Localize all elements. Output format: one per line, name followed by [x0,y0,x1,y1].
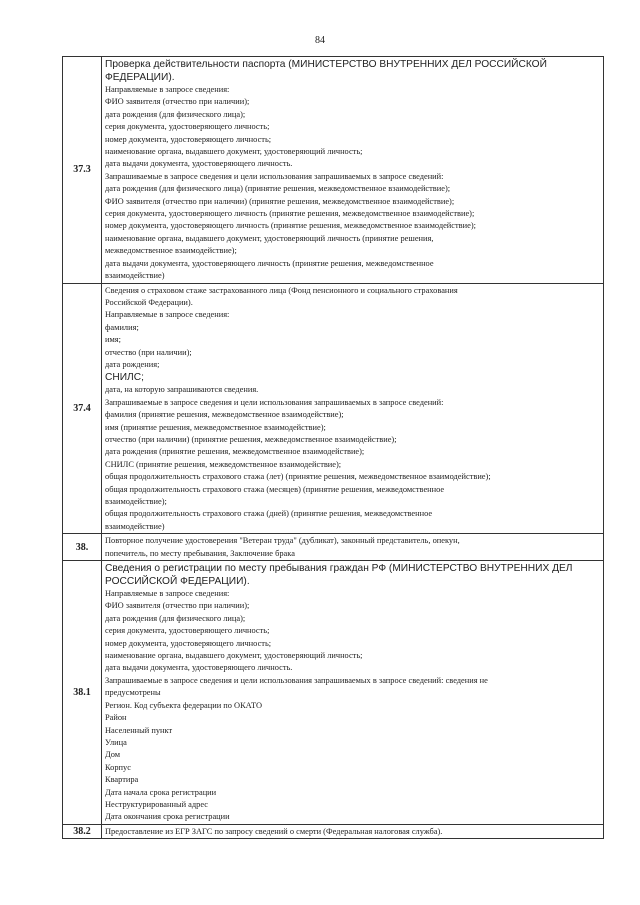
description-line: Район [105,713,127,723]
description-line: Запрашиваемые в запросе сведения и цели использования запрашиваемых в запросе сведений: [105,171,444,181]
description-line: серия документа, удостоверяющего личность; [105,626,270,636]
description-line: фамилия; [105,322,139,332]
description-line: дата, на которую запрашиваются сведения. [105,385,259,395]
row-description [102,824,604,838]
description-line: Сведения о регистрации по месту пребывания граждан РФ (МИНИСТЕРСТВО ВНУТРЕННИХ ДЕЛ [105,563,573,575]
table-row [63,534,604,561]
row-description [102,57,604,284]
description-line: Повторное получение удостоверения "Ветеран труда" (дубликат), законный представитель, опекун, [105,536,460,546]
description-line: предусмотрены [105,688,161,698]
description-line: Населенный пункт [105,725,173,735]
description-line: взаимодействие); [105,497,167,506]
description-line: Улица [105,737,127,747]
description-line: дата рождения (принятие решения, межведомственное взаимодействие); [105,447,365,457]
description-line: Дата окончания срока регистрации [105,812,230,822]
table-row [63,283,604,534]
description-line: дата выдачи документа, удостоверяющего личность. [105,159,293,169]
description-line: СНИЛС (принятие решения, межведомственное взаимодействие); [105,459,342,469]
description-line: наименование органа, выдавшего документ, удостоверяющий личность; [105,147,363,157]
description-line: общая продолжительность страхового стажа (дней) (принятие решения, межведомственное [105,509,433,519]
description-line: ФИО заявителя (отчество при наличии); [105,601,250,611]
description-line: межведомственное взаимодействие); [105,246,237,256]
description-line: Дата начала срока регистрации [105,787,217,797]
description-line: Запрашиваемые в запросе сведения и цели использования запрашиваемых в запросе сведений: сведения не [105,675,488,685]
description-line: наименование органа, выдавшего документ, удостоверяющий личность (принятие решения, [105,233,434,243]
services-table [62,56,604,839]
description-line: ФЕДЕРАЦИИ). [105,72,175,83]
description-line: серия документа, удостоверяющего личность (принятие решения, межведомственное взаимодействие); [105,209,475,219]
description-line: Запрашиваемые в запросе сведения и цели использования запрашиваемых в запросе сведений: [105,397,444,407]
description-line: номер документа, удостоверяющего личность; [105,638,272,648]
description-line: ФИО заявителя (отчество при наличии) (принятие решения, межведомственное взаимодействие); [105,196,455,206]
description-line: Неструктурированный адрес [105,799,208,809]
description-line: дата рождения (для физического лица); [105,613,246,623]
row-number: 38. [63,534,102,561]
row-number: 37.4 [63,283,102,534]
description-line: имя (принятие решения, межведомственное взаимодействие); [105,422,326,432]
description-line: общая продолжительность страхового стажа (месяцев) (принятие решения, межведомственное [105,484,445,494]
description-line: номер документа, удостоверяющего личность; [105,134,272,144]
table-row [63,561,604,825]
description-line: отчество (при наличии); [105,347,192,357]
description-line: взаимодействие) [105,271,165,281]
table-body [63,57,604,839]
description-line: отчество (при наличии) (принятие решения, межведомственное взаимодействие); [105,434,397,444]
row-number: 38.1 [63,561,102,825]
page-number: 84 [315,35,325,46]
row-description [102,534,604,561]
description-line: Корпус [105,762,131,772]
description-line: попечитель, по месту пребывания, Заключение брака [105,548,295,558]
description-line: дата выдачи документа, удостоверяющего личность. [105,663,293,673]
description-line: дата рождения (для физического лица); [105,109,246,119]
row-description [102,283,604,534]
description-line: Сведения о страховом стаже застрахованного лица (Фонд пенсионного и социального страхования [105,285,458,295]
description-line: ФИО заявителя (отчество при наличии); [105,97,250,107]
description-line: Направляемые в запросе сведения: [105,589,230,599]
description-line: Квартира [105,775,139,785]
description-line: дата рождения; [105,359,160,369]
description-line: Предоставление из ЕГР ЗАГС по запросу сведений о смерти (Федеральная налоговая служба). [105,826,443,836]
description-line: имя; [105,335,121,345]
description-line: дата рождения (для физического лица) (принятие решения, межведомственное взаимодействие); [105,184,451,194]
description-line: Регион. Код субъекта федерации по ОКАТО [105,700,263,710]
description-line: Проверка действительности паспорта (МИНИСТЕРСТВО ВНУТРЕННИХ ДЕЛ РОССИЙСКОЙ [105,59,547,70]
description-line: взаимодействие) [105,521,165,531]
description-line: общая продолжительность страхового стажа (лет) (принятие решения, межведомственное взаимодействие); [105,472,491,482]
description-line: Направляемые в запросе сведения: [105,85,230,94]
row-number: 37.3 [63,57,102,284]
description-line: Российской Федерации). [105,297,193,307]
description-line: номер документа, удостоверяющего личность (принятие решения, межведомственное взаимодействие); [105,221,476,231]
description-line: СНИЛС; [105,372,144,384]
row-number: 38.2 [63,824,102,838]
row-description [102,561,604,825]
description-line: фамилия (принятие решения, межведомственное взаимодействие); [105,410,344,420]
description-line: Направляемые в запросе сведения: [105,310,230,320]
description-line: серия документа, удостоверяющего личность; [105,122,270,132]
table-row [63,57,604,284]
table-row [63,824,604,838]
description-line: Дом [105,750,121,760]
description-line: наименование органа, выдавшего документ, удостоверяющий личность; [105,651,363,661]
description-line: РОССИЙСКОЙ ФЕДЕРАЦИИ). [105,576,250,588]
description-line: дата выдачи документа, удостоверяющего личность (принятие решения, межведомственное [105,258,434,268]
